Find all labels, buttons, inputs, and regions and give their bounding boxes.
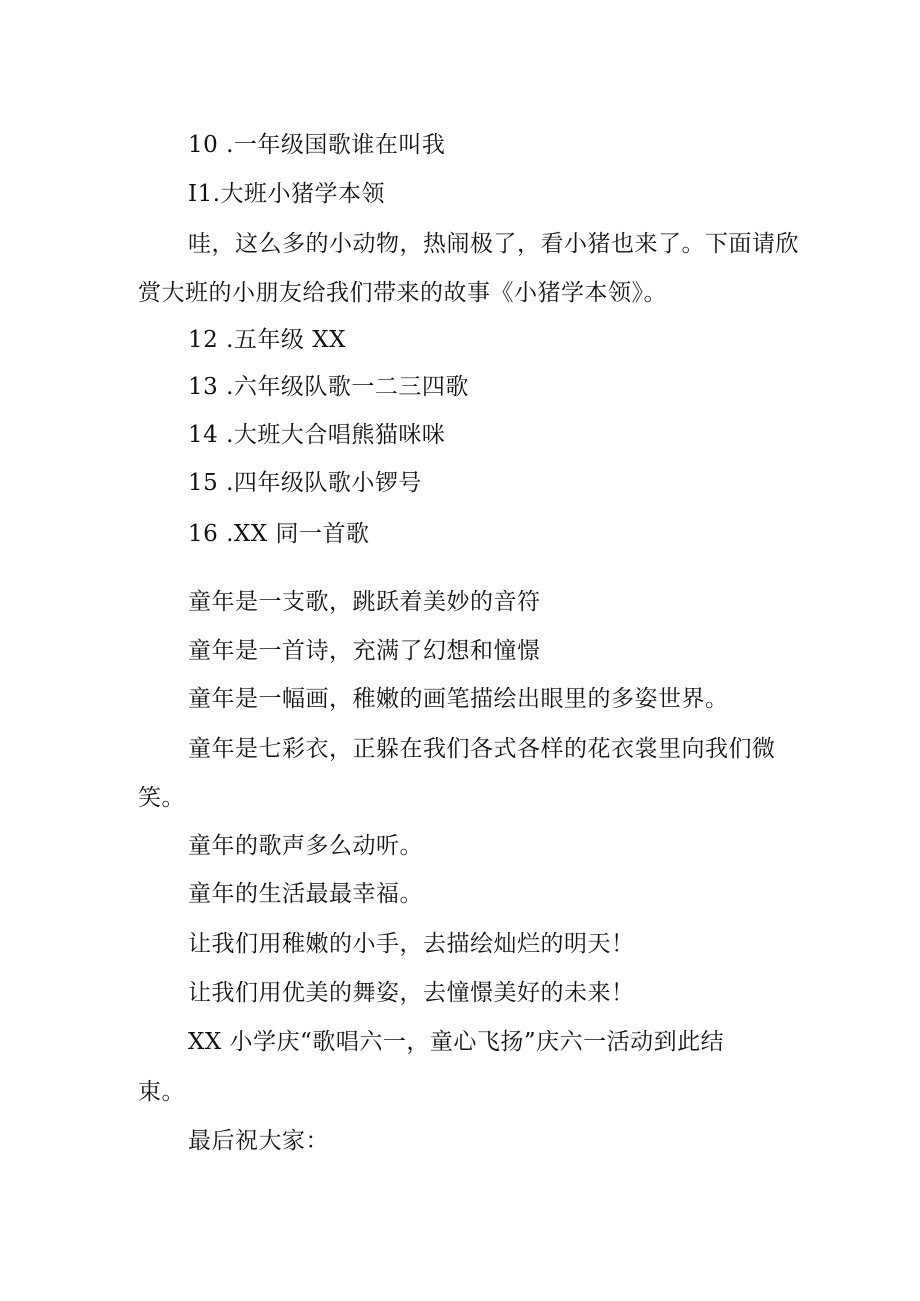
closing-line-3: 童年是一幅画，稚嫩的画笔描绘出眼里的多姿世界。	[188, 686, 729, 712]
closing-line-5: 童年的歌声多么动听。	[188, 833, 423, 859]
intro-paragraph-line-2: 赏大班的小朋友给我们带来的故事《小猪学本领》。	[138, 280, 667, 306]
closing-line-4b: 笑。	[138, 785, 185, 811]
intro-paragraph-line-1: 哇，这么多的小动物，热闹极了，看小猪也来了。下面请欣	[188, 231, 799, 257]
closing-line-7: 让我们用稚嫩的小手，去描绘灿烂的明天！	[188, 931, 635, 957]
closing-line-4a: 童年是七彩衣，正躲在我们各式各样的花衣裳里向我们微	[188, 736, 776, 762]
closing-line-2: 童年是一首诗，充满了幻想和憧憬	[188, 638, 541, 664]
program-item-14: 14 .大班大合唱熊猫咪咪	[188, 422, 446, 448]
program-item-15: 15 .四年级队歌小锣号	[188, 470, 422, 496]
program-item-16: 16 .XX 同一首歌	[188, 521, 370, 547]
program-item-13: 13 .六年级队歌一二三四歌	[188, 374, 469, 400]
closing-line-8: 让我们用优美的舞姿，去憧憬美好的未来！	[188, 980, 635, 1006]
closing-line-1: 童年是一支歌，跳跃着美妙的音符	[188, 589, 541, 615]
closing-line-6: 童年的生活最最幸福。	[188, 881, 423, 907]
program-item-11: I1.大班小猪学本领	[188, 181, 386, 207]
program-item-12: 12 .五年级 XX	[188, 327, 346, 353]
closing-line-9a: XX 小学庆“歌唱六一，童心飞扬”庆六一活动到此结	[188, 1029, 725, 1055]
program-item-10: 10 .一年级国歌谁在叫我	[188, 132, 446, 158]
closing-line-9b: 束。	[138, 1079, 185, 1105]
closing-line-10: 最后祝大家：	[188, 1128, 329, 1154]
